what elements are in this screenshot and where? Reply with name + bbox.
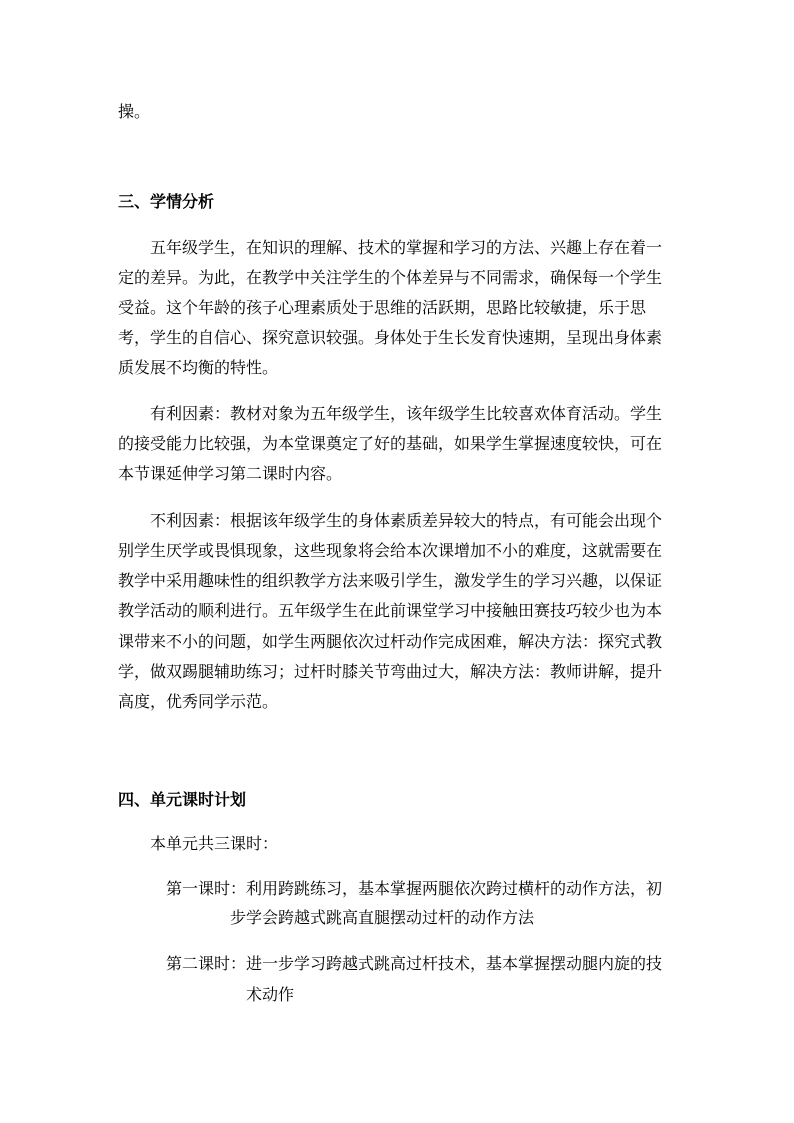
paragraph-line: 学，做双踢腿辅助练习；过杆时膝关节弯曲过大，解决方法：教师讲解，提升	[118, 662, 663, 681]
unit-intro: 本单元共三课时：	[150, 834, 279, 853]
section-4-heading: 四、单元课时计划	[118, 790, 247, 809]
paragraph-line: 的接受能力比较强，为本堂课奠定了好的基础，如果学生掌握速度较快，可在	[118, 434, 663, 453]
paragraph-line: 五年级学生，在知识的理解、技术的掌握和学习的方法、兴趣上存在着一	[150, 238, 663, 257]
lesson-line: 步学会跨越式跳高直腿摆动过杆的动作方法	[230, 908, 535, 927]
paragraph-line: 本节课延伸学习第二课时内容。	[118, 464, 343, 483]
lesson-line: 第一课时：利用跨跳练习，基本掌握两腿依次跨过横杆的动作方法，初	[166, 879, 663, 898]
top-fragment: 操。	[118, 102, 151, 121]
paragraph-line: 考，学生的自信心、探究意识较强。身体处于生长发育快速期，呈现出身体素	[118, 328, 663, 347]
section-3-heading: 三、学情分析	[118, 192, 215, 211]
paragraph-line: 高度，优秀同学示范。	[118, 692, 279, 711]
paragraph-line: 课带来不小的问题，如学生两腿依次过杆动作完成困难，解决方法：探究式教	[118, 632, 663, 651]
paragraph-line: 别学生厌学或畏惧现象，这些现象将会给本次课增加不小的难度，这就需要在	[118, 541, 663, 560]
paragraph-line: 受益。这个年龄的孩子心理素质处于思维的活跃期，思路比较敏捷，乐于思	[118, 298, 647, 317]
paragraph-line: 质发展不均衡的特性。	[118, 358, 279, 377]
paragraph-line: 不利因素：根据该年级学生的身体素质差异较大的特点，有可能会出现个	[150, 511, 663, 530]
lesson-line: 术动作	[246, 985, 295, 1004]
paragraph-line: 有利因素：教材对象为五年级学生，该年级学生比较喜欢体育活动。学生	[150, 404, 663, 423]
lesson-line: 第二课时：进一步学习跨越式跳高过杆技术，基本掌握摆动腿内旋的技	[166, 954, 663, 973]
paragraph-line: 定的差异。为此，在教学中关注学生的个体差异与不同需求，确保每一个学生	[118, 268, 663, 287]
paragraph-line: 教学活动的顺利进行。五年级学生在此前课堂学习中接触田赛技巧较少也为本	[118, 601, 663, 620]
paragraph-line: 教学中采用趣味性的组织教学方法来吸引学生，激发学生的学习兴趣，以保证	[118, 571, 663, 590]
